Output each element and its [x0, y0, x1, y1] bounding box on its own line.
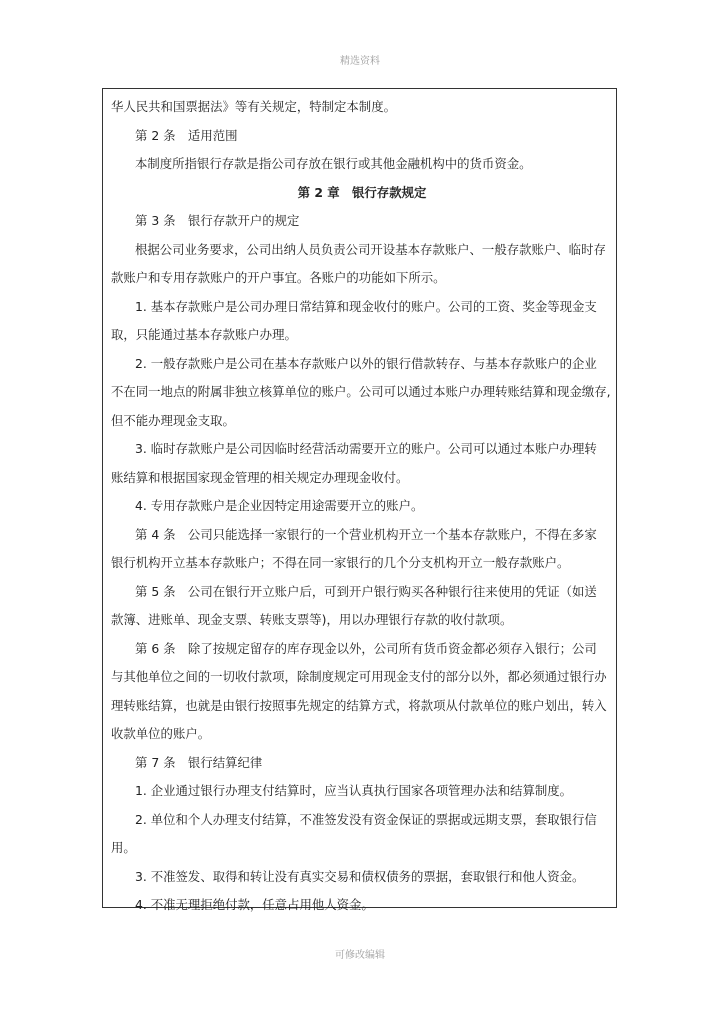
text-line: 取，只能通过基本存款账户办理。: [111, 327, 297, 342]
text-line: 款账户和专用存款账户的开户事宜。各账户的功能如下所示。: [111, 270, 446, 285]
list-item: 1. 企业通过银行办理支付结算时，应当认真执行国家各项管理办法和结算制度。: [135, 783, 573, 798]
article-paragraph: 第 5 条 公司在银行开立账户后，可到开户银行购买各种银行往来使用的凭证（如送: [135, 583, 597, 599]
text-line: 但不能办理现金支取。: [111, 412, 235, 428]
text-line: 款簿、进账单、现金支票、转账支票等)，用以办理银行存款的收付款项。: [111, 612, 513, 627]
text-line: 本制度所指银行存款是指公司存放在银行或其他金融机构中的货币资金。: [135, 156, 532, 171]
list-item: 2. 一般存款账户是公司在基本存款账户以外的银行借款转存、与基本存款账户的企业: [135, 355, 597, 371]
page-header: 精选资料: [340, 56, 380, 67]
article-paragraph: 第 4 条 公司只能选择一家银行的一个营业机构开立一个基本存款账户，不得在多家: [135, 526, 597, 542]
list-item: 3. 临时存款账户是公司因临时经营活动需要开立的账户。公司可以通过本账户办理转: [135, 441, 597, 456]
article-heading: 第 2 条 适用范围: [135, 127, 238, 143]
text-line: 收款单位的账户。: [111, 726, 211, 741]
text-line: 账结算和根据国家现金管理的相关规定办理现金收付。: [111, 469, 409, 485]
chapter-title: 第 2 章 银行存款规定: [297, 184, 427, 200]
list-item: 3. 不准签发、取得和转让没有真实交易和债权债务的票据，套取银行和他人资金。: [135, 868, 585, 884]
list-item: 2. 单位和个人办理支付结算，不准签发没有资金保证的票据或远期支票，套取银行信: [135, 811, 597, 827]
list-item: 1. 基本存款账户是公司办理日常结算和现金收付的账户。公司的工资、奖金等现金支: [135, 298, 597, 314]
document-frame: [102, 88, 617, 912]
article-paragraph: 第 6 条 除了按规定留存的库存现金以外，公司所有货币资金都必须存入银行；公司: [135, 640, 597, 656]
list-item: 4. 不准无理拒绝付款，任意占用他人资金。: [135, 897, 374, 912]
text-line: 银行机构开立基本存款账户；不得在同一家银行的几个分支机构开立一般存款账户。: [111, 555, 570, 570]
text-line: 华人民共和国票据法》等有关规定，特制定本制度。: [111, 99, 396, 114]
text-line: 理转账结算，也就是由银行按照事先规定的结算方式，将款项从付款单位的账户划出，转入: [111, 697, 607, 713]
article-heading: 第 3 条 银行存款开户的规定: [135, 213, 300, 228]
text-line: 用。: [111, 840, 136, 855]
text-line: 与其他单位之间的一切收付款项，除制度规定可用现金支付的部分以外，都必须通过银行办: [111, 669, 607, 684]
list-item: 4. 专用存款账户是企业因特定用途需要开立的账户。: [135, 498, 424, 513]
article-heading: 第 7 条 银行结算纪律: [135, 754, 263, 770]
document-body: [111, 93, 613, 920]
text-line: 根据公司业务要求，公司出纳人员负责公司开设基本存款账户、一般存款账户、临时存: [135, 241, 606, 257]
page-footer: 可修改编辑: [335, 950, 385, 961]
text-line: 不在同一地点的附属非独立核算单位的账户。公司可以通过本账户办理转账结算和现金缴存,: [111, 384, 611, 399]
